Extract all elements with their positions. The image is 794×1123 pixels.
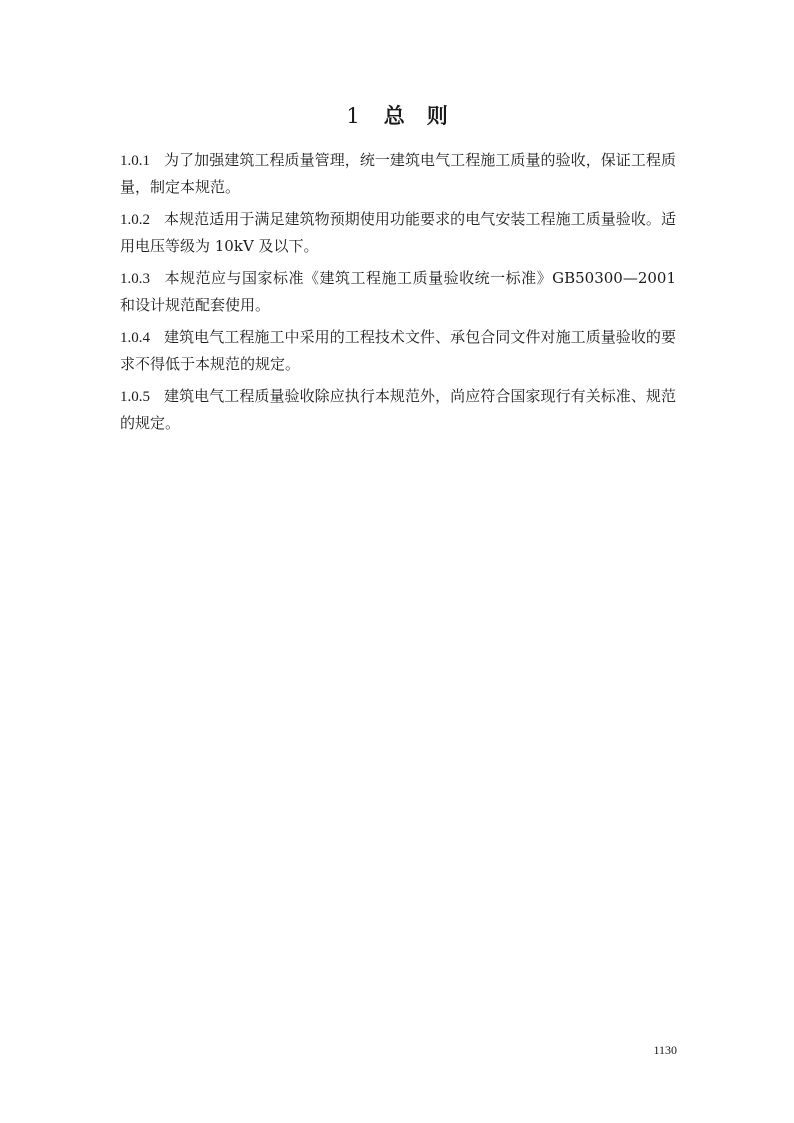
clause-1-0-5 bbox=[120, 383, 676, 436]
clause-number: 1.0.3 bbox=[120, 271, 150, 287]
chapter-number: 1 bbox=[346, 104, 360, 128]
clause-1-0-2 bbox=[120, 206, 676, 259]
page-number: 1130 bbox=[653, 1043, 677, 1057]
clause-number: 1.0.5 bbox=[120, 389, 150, 405]
chapter-title-word-2: 则 bbox=[426, 103, 448, 128]
clause-1-0-4 bbox=[120, 324, 676, 377]
clause-text: 建筑电气工程施工中采用的工程技术文件、承包合同文件对施工质量验收的要求不得低于本规范的规定。 bbox=[120, 328, 676, 373]
clause-text: 本规范应与国家标准《建筑工程施工质量验收统一标准》GB50300—2001和设计规范配套使用。 bbox=[120, 269, 676, 314]
clause-1-0-1 bbox=[120, 147, 676, 200]
clause-1-0-3 bbox=[120, 265, 676, 318]
clause-text: 本规范适用于满足建筑物预期使用功能要求的电气安装工程施工质量验收。适用电压等级为 10kV 及以下。 bbox=[120, 210, 676, 255]
clause-text: 为了加强建筑工程质量管理，统一建筑电气工程施工质量的验收，保证工程质量，制定本规范。 bbox=[120, 151, 676, 196]
clause-text: 建筑电气工程质量验收除应执行本规范外，尚应符合国家现行有关标准、规范的规定。 bbox=[120, 387, 676, 432]
page-title bbox=[0, 100, 794, 130]
clause-number: 1.0.4 bbox=[120, 330, 150, 346]
clause-list bbox=[120, 147, 676, 442]
clause-number: 1.0.2 bbox=[120, 212, 150, 228]
clause-number: 1.0.1 bbox=[120, 153, 150, 169]
chapter-title-word-1: 总 bbox=[383, 103, 405, 128]
